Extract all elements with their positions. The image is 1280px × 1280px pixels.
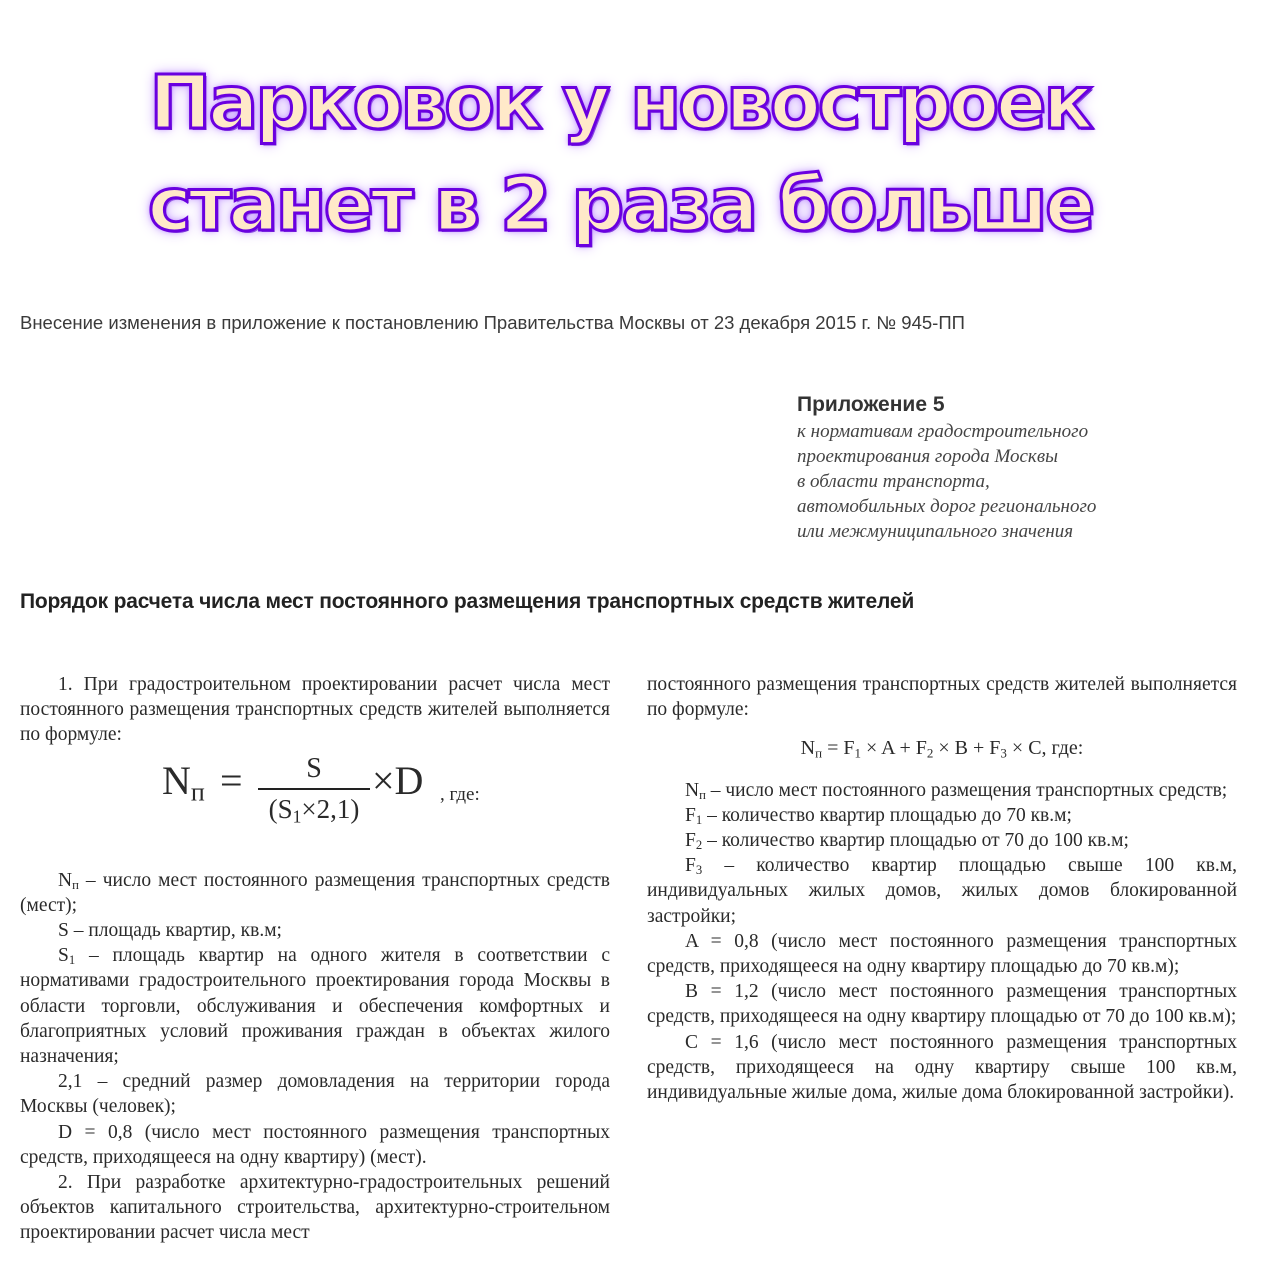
headline-line-2: станет в 2 раза больше <box>147 162 1093 248</box>
appendix-line: автомобильных дорог регионального <box>797 496 1097 517</box>
appendix-line: проектирования города Москвы <box>797 446 1058 467</box>
formula-main <box>20 748 610 868</box>
formula-numerator: S <box>306 752 322 784</box>
appendix-title: Приложение 5 <box>797 393 945 416</box>
section-title: Порядок расчета числа мест постоянного размещения транспортных средств жителей <box>20 590 915 613</box>
headline-line-1: Парковок у новостроек <box>149 60 1091 146</box>
appendix-line: или межмуниципального значения <box>797 521 1074 542</box>
paragraph-2: 2. При разработке архитектурно-градостроительных решений объектов капитального строительства, архитектурно-строительном проектировании расчет числа мест <box>20 1172 610 1244</box>
definition: $F_1$ – количество квартир площадью до 70 кв.м; <box>685 804 1072 827</box>
definition: 2,1 – средний размер домовладения на территории города Москвы (человек); <box>20 1071 610 1118</box>
definition: A = 0,8 (число мест постоянного размещения транспортных средств, приходящееся на одну квартиру площадью до 70 кв.м); <box>647 930 1237 978</box>
formula-secondary: $N_п = F_1 \times A + F_2 \times B + F_3 \times C$, где: <box>800 737 1084 761</box>
fraction-bar <box>258 788 370 790</box>
headline <box>0 52 1240 256</box>
amendment-note: Внесение изменения в приложение к постановлению Правительства Москвы от 23 декабря 2015 г. № 945-ПП <box>20 312 965 333</box>
appendix-block <box>797 393 1096 544</box>
definition: D = 0,8 (число мест постоянного размещения транспортных средств, приходящееся на одну квартиру) (мест). <box>20 1121 610 1168</box>
paragraph-1: 1. При градостроительном проектировании расчет числа мест постоянного размещения транспортных средств жителей выполняется по формуле: <box>20 674 610 746</box>
definition: $F_3$ – количество квартир площадью свыше 100 кв.м, индивидуальных жилых домов, жилых домов блокированной застройки; <box>647 855 1237 927</box>
formula-n: $N_п$ <box>162 757 205 807</box>
appendix-line: к нормативам градостроительного <box>797 421 1089 442</box>
right-column <box>647 672 1237 1105</box>
definition: $F_2$ – количество квартир площадью от 70 до 100 кв.м; <box>685 830 1129 853</box>
definition: C = 1,6 (число мест постоянного размещения транспортных средств, приходящееся на одну квартиру свыше 100 кв.м, индивидуальные жилые дома, жилые дома блокированной застройки). <box>647 1031 1237 1104</box>
definition: $N_п$ – число мест постоянного размещения транспортных средств; <box>685 779 1228 802</box>
appendix-line: в области транспорта, <box>797 471 990 492</box>
paragraph-continued: постоянного размещения транспортных средств жителей выполняется по формуле: <box>647 674 1237 721</box>
formula-fraction <box>258 752 370 826</box>
definition: S – площадь квартир, кв.м; <box>58 920 282 942</box>
formula-denominator: $(S_1\times 2,1)$ <box>268 793 360 826</box>
formula-times-d: ×D <box>372 757 424 803</box>
definition: B = 1,2 (число мест постоянного размещения транспортных средств, приходящееся на одну квартиру площадью от 70 до 100 кв.м); <box>647 981 1237 1028</box>
definition: $S_1$ – площадь квартир на одного жителя в соответствии с нормативами градостроительного проектирования города Москвы в области торговли, обслуживания и обеспечения комфортных и благоприятных условий проживания граждан в объектах жилого назначения; <box>20 945 610 1068</box>
left-column <box>20 672 610 1246</box>
definition: $N_п$ – число мест постоянного размещения транспортных средств (мест); <box>20 869 610 916</box>
formula-where: , где: <box>440 783 480 805</box>
formula-equals: = <box>220 757 243 803</box>
